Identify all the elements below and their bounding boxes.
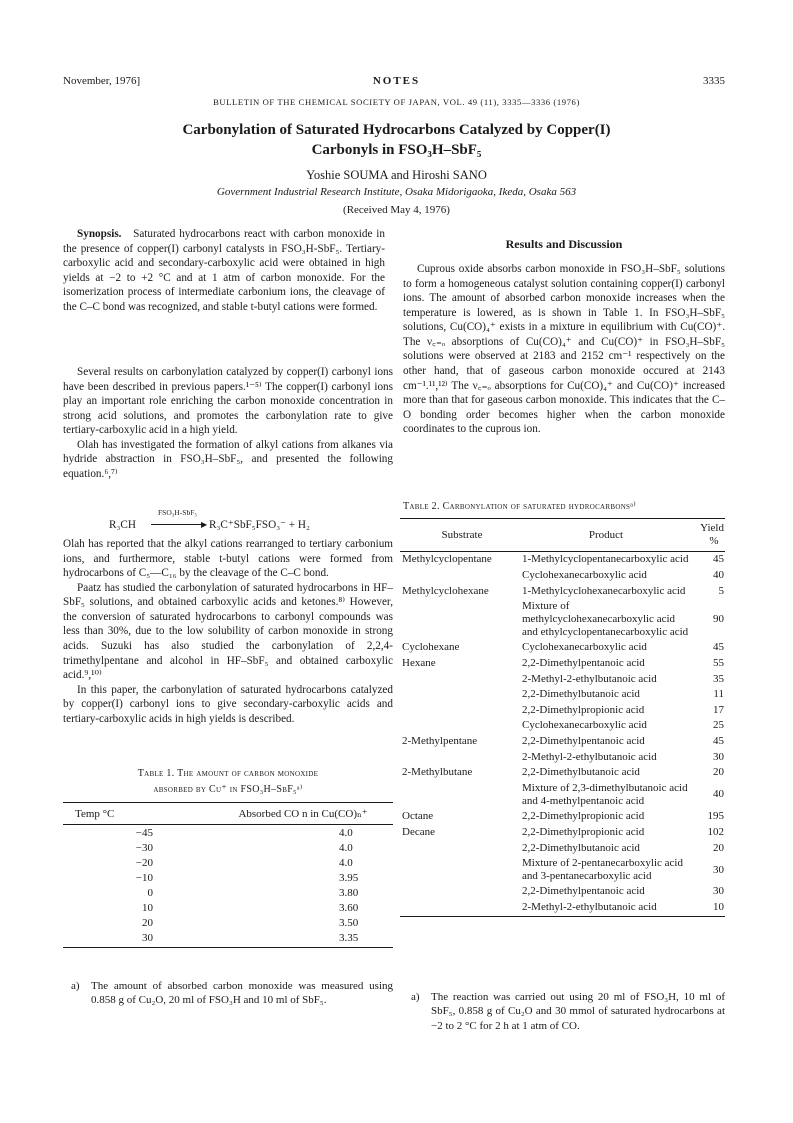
introduction-continued bbox=[63, 537, 393, 726]
substrate-cell: Octane bbox=[402, 810, 434, 823]
received-date: (Received May 4, 1976) bbox=[343, 204, 450, 216]
table-row bbox=[400, 552, 725, 568]
table-row bbox=[63, 825, 393, 841]
table-row bbox=[63, 915, 393, 930]
yield-cell: 90 bbox=[713, 612, 724, 625]
results-paragraph-1: Cuprous oxide absorbs carbon monoxide in FSO₃H–SbF₅ solutions to form a homogeneous catalyst solution containing copper(I) carbonyl ions. The amount of absorbed carbon monoxide increases when the temperature is lowered, as is shown in Table 1. In FSO₃H–SbF₅ solutions, Cu(CO)₄⁺ exists in a mixture in equilibrium with Cu(CO)⁺. The ν꜀₌ₒ absorptions of Cu(CO)₄⁺ and Cu(CO)⁺ in FSO₃H–SbF₅ solutions were observed at 2183 and 2152 cm⁻¹ respectively on the other hand, that of gaseous carbon monoxide occured at 2143 cm⁻¹.¹¹,¹²⁾ The ν꜀₌ₒ absorptions for Cu(CO)₄⁺ and Cu(CO)⁺ increased more than that for gaseous carbon monoxide. This indicates that the C–O bonding order becomes higher when the carbon monoxide coordinates to the cuprous ion. bbox=[403, 263, 725, 436]
yield-cell: 10 bbox=[694, 900, 725, 916]
table-1-footnote-mark: a) bbox=[71, 980, 80, 992]
table-row bbox=[63, 840, 393, 855]
table-2-footnote bbox=[403, 990, 725, 1033]
substrate-cell: Hexane bbox=[402, 656, 436, 669]
table-1-header-temp: Temp °C bbox=[63, 803, 213, 825]
table-1-footnote-text: The amount of absorbed carbon monoxide was measured using 0.858 g of Cu₂O, 20 ml of FSO₃H and 10 ml of SbF₅. bbox=[91, 980, 393, 1007]
table-row bbox=[63, 870, 393, 885]
title-line-2: Carbonyls in FSO₃H–SbF₅ bbox=[311, 141, 482, 158]
yield-cell: 11 bbox=[713, 688, 724, 701]
intro-paragraph-3: Olah has reported that the alkyl cations rearranged to tertiary carbonium ions, and furthermore, stable t-butyl cations were formed from hydrocarbons of C₅—C₁₆ by the cleavage of the C–C bond. bbox=[63, 538, 393, 580]
yield-cell: 55 bbox=[713, 656, 724, 669]
product-cell: 2,2-Dimethylpentanoic acid bbox=[522, 885, 645, 898]
intro-paragraph-5: In this paper, the carbonylation of saturated hydrocarbons catalyzed by copper(I) carbonyl ions to give secondary-carboxylic acids and tertiary-carboxylic acids in high yields is described. bbox=[63, 683, 393, 725]
table-2-header-yield-line-2: % bbox=[709, 535, 719, 548]
synopsis-label: Synopsis. bbox=[77, 228, 122, 240]
yield-cell: 40 bbox=[713, 569, 724, 582]
substrate-cell bbox=[400, 599, 522, 640]
yield-cell: 30 bbox=[713, 750, 724, 763]
table-row bbox=[400, 750, 725, 766]
equation-rhs: R₃C⁺SbF₅FSO₃⁻ + H₂ bbox=[209, 519, 310, 531]
temp-cell: 0 bbox=[147, 886, 153, 899]
title-line-1: Carbonylation of Saturated Hydrocarbons Catalyzed by Copper(I) bbox=[182, 122, 611, 138]
substrate-cell bbox=[400, 672, 522, 688]
product-cell: Mixture of 2-pentanecarboxylic acid and 3-pentanecarboxylic acid bbox=[522, 857, 683, 882]
results-text bbox=[403, 262, 725, 437]
yield-cell: 45 bbox=[713, 641, 724, 654]
page-number: 3335 bbox=[703, 75, 725, 87]
product-cell: 1-Methylcyclohexanecarboxylic acid bbox=[522, 584, 686, 597]
co-cell: 4.0 bbox=[339, 826, 353, 839]
product-cell: Mixture of 2,3-dimethylbutanoic acid and 4-methylpentanoic acid bbox=[522, 781, 688, 807]
table-row bbox=[400, 841, 725, 857]
table-row bbox=[63, 855, 393, 870]
product-cell: 2,2-Dimethylbutanoic acid bbox=[522, 766, 640, 779]
yield-cell: 20 bbox=[713, 766, 724, 779]
table-1-caption bbox=[63, 766, 393, 797]
yield-cell: 5 bbox=[718, 584, 724, 597]
running-header-date: November, 1976] bbox=[63, 75, 141, 87]
temp-cell: 20 bbox=[142, 916, 153, 929]
substrate-cell bbox=[400, 750, 522, 766]
table-row bbox=[63, 900, 393, 915]
table-row bbox=[400, 884, 725, 900]
section-heading-results: Results and Discussion bbox=[505, 237, 623, 251]
substrate-cell bbox=[400, 687, 522, 703]
yield-cell: 195 bbox=[707, 810, 724, 823]
product-cell: 2-Methyl-2-ethylbutanoic acid bbox=[522, 900, 694, 916]
substrate-cell bbox=[400, 856, 522, 884]
product-cell: Cyclohexanecarboxylic acid bbox=[522, 569, 647, 582]
product-cell: 2,2-Dimethylpropionic acid bbox=[522, 703, 645, 716]
co-cell: 3.50 bbox=[339, 916, 359, 929]
yield-cell: 30 bbox=[713, 863, 724, 876]
product-cell: Cyclohexanecarboxylic acid bbox=[522, 641, 647, 654]
equation-lhs: R₃CH bbox=[109, 519, 136, 531]
affiliation: Government Industrial Research Institute, Osaka Midorigaoka, Ikeda, Osaka 563 bbox=[216, 186, 577, 198]
co-cell: 3.35 bbox=[213, 930, 393, 948]
yield-cell: 45 bbox=[713, 553, 724, 566]
product-cell: 1-Methylcyclopentanecarboxylic acid bbox=[522, 553, 689, 566]
reaction-arrow-icon bbox=[151, 524, 205, 525]
substrate-cell: Methylcyclopentane bbox=[402, 553, 492, 566]
yield-cell: 20 bbox=[713, 841, 724, 854]
table-row bbox=[400, 599, 725, 640]
co-cell: 3.95 bbox=[339, 871, 359, 884]
product-cell: Mixture of methylcyclohexanecarboxylic acid and ethylcyclopentanecarboxylic acid bbox=[522, 600, 689, 638]
product-cell: 2-Methyl-2-ethylbutanoic acid bbox=[522, 672, 657, 685]
product-cell: 2,2-Dimethylbutanoic acid bbox=[522, 688, 640, 701]
table-2-header-yield bbox=[694, 519, 725, 552]
co-cell: 4.0 bbox=[339, 856, 353, 869]
product-cell: 2,2-Dimethylpentanoic acid bbox=[522, 735, 645, 748]
table-1-footnote bbox=[63, 979, 393, 1008]
substrate-cell: 2-Methylbutane bbox=[402, 766, 473, 779]
journal-citation: BULLETIN OF THE CHEMICAL SOCIETY OF JAPAN, VOL. 49 (11), 3335—3336 (1976) bbox=[213, 97, 580, 107]
table-row bbox=[400, 825, 725, 841]
yield-cell: 102 bbox=[707, 825, 724, 838]
substrate-cell: 2-Methylpentane bbox=[402, 735, 478, 748]
equation bbox=[63, 508, 393, 534]
authors: Yoshie SOUMA and Hiroshi SANO bbox=[306, 168, 487, 182]
table-row bbox=[400, 734, 725, 750]
co-cell: 3.60 bbox=[339, 901, 359, 914]
substrate-cell bbox=[400, 900, 522, 916]
product-cell: 2,2-Dimethylpropionic acid bbox=[522, 825, 645, 838]
intro-paragraph-4: Paatz has studied the carbonylation of saturated hydrocarbons in HF–SbF₅ solutions, and obtained carboxylic acids and ketones.⁸⁾ However, the conversion of saturated hydrocarbons to carbonyl compounds was less than 30%, due to the low solubility of carbon monoxide in strong acids. Suzuki has also studied the carbonylation of 2,2,4-trimethylpentane and alcohol in HF–SbF₅ and obtained carboxylic acid.⁹,¹⁰⁾ bbox=[63, 581, 393, 682]
substrate-cell: Decane bbox=[402, 825, 435, 838]
yield-cell: 40 bbox=[713, 788, 724, 801]
table-2-header-yield-line-1: Yield bbox=[700, 522, 724, 534]
substrate-cell: Cyclohexane bbox=[402, 641, 460, 654]
table-2-caption: Table 2. Carbonylation of saturated hydrocarbonsᵃ⁾ bbox=[403, 501, 637, 512]
table-row bbox=[400, 672, 725, 688]
temp-cell: −45 bbox=[135, 826, 153, 839]
yield-cell: 25 bbox=[713, 719, 724, 732]
table-row bbox=[400, 781, 725, 809]
table-2 bbox=[400, 518, 725, 917]
table-row bbox=[400, 809, 725, 825]
running-header-section: NOTES bbox=[372, 75, 421, 87]
table-row bbox=[400, 900, 725, 916]
table-2-header-substrate: Substrate bbox=[400, 519, 522, 552]
table-row bbox=[400, 568, 725, 584]
table-1-caption-line-2: absorbed by Cu⁺ in FSO₃H–SbF₅ᵃ⁾ bbox=[153, 783, 303, 795]
intro-paragraph-2: Olah has investigated the formation of alkyl cations from alkanes via hydride abstraction in FSO₃H–SbF₅, and presented the following equation.⁶,⁷⁾ bbox=[63, 438, 393, 480]
yield-cell: 30 bbox=[713, 885, 724, 898]
table-row bbox=[400, 718, 725, 734]
yield-cell: 35 bbox=[713, 672, 724, 685]
arrowhead-icon: ▶ bbox=[201, 520, 208, 529]
table-2-footnote-mark: a) bbox=[411, 991, 420, 1003]
table-row bbox=[400, 584, 725, 600]
table-row bbox=[400, 640, 725, 656]
substrate-cell bbox=[400, 703, 522, 719]
yield-cell: 17 bbox=[713, 703, 724, 716]
temp-cell: 10 bbox=[142, 901, 153, 914]
substrate-cell: Methylcyclohexane bbox=[402, 584, 489, 597]
table-row bbox=[400, 856, 725, 884]
equation-reagent: FSO₃H-SbF₅ bbox=[158, 508, 197, 517]
product-cell: 2,2-Dimethylbutanoic acid bbox=[522, 841, 640, 854]
temp-cell: 30 bbox=[63, 930, 213, 948]
table-row bbox=[400, 656, 725, 672]
substrate-cell bbox=[400, 568, 522, 584]
table-row bbox=[400, 703, 725, 719]
co-cell: 4.0 bbox=[339, 841, 353, 854]
table-row bbox=[400, 765, 725, 781]
product-cell: 2-Methyl-2-ethylbutanoic acid bbox=[522, 750, 657, 763]
temp-cell: −10 bbox=[135, 871, 153, 884]
table-1 bbox=[63, 802, 393, 948]
introduction bbox=[63, 365, 393, 482]
product-cell: 2,2-Dimethylpentanoic acid bbox=[522, 656, 645, 669]
article-title bbox=[80, 121, 713, 160]
yield-cell: 45 bbox=[713, 735, 724, 748]
table-row bbox=[400, 687, 725, 703]
intro-paragraph-1: Several results on carbonylation catalyzed by copper(I) carbonyl ions have been described in previous papers.¹⁻⁵⁾ The copper(I) carbonyl ions play an important role enriching the carbon monoxide concentration in strong acid solutions, and promotes the carbonylation rate to give tertiary-carboxylic acid in a high yield. bbox=[63, 366, 393, 437]
product-cell: Cyclohexanecarboxylic acid bbox=[522, 719, 647, 732]
table-2-footnote-text: The reaction was carried out using 20 ml of FSO₃H, 10 ml of SbF₅, 0.858 g of Cu₂O and 30 mmol of saturated hydrocarbons at −2 to 2 °C for 2 h at 1 atm of CO. bbox=[431, 991, 725, 1032]
substrate-cell bbox=[400, 781, 522, 809]
substrate-cell bbox=[400, 841, 522, 857]
substrate-cell bbox=[400, 718, 522, 734]
table-2-header-product: Product bbox=[522, 519, 694, 552]
table-1-caption-line-1: Table 1. The amount of carbon monoxide bbox=[137, 768, 319, 779]
synopsis bbox=[63, 227, 385, 314]
product-cell: 2,2-Dimethylpropionic acid bbox=[522, 810, 645, 823]
temp-cell: −20 bbox=[135, 856, 153, 869]
table-row bbox=[63, 885, 393, 900]
co-cell: 3.80 bbox=[339, 886, 359, 899]
substrate-cell bbox=[400, 884, 522, 900]
temp-cell: −30 bbox=[135, 841, 153, 854]
synopsis-text: Saturated hydrocarbons react with carbon monoxide in the presence of copper(I) carbonyl catalysts in FSO₃H-SbF₅. Tertiary-carboxylic acid and secondary-carboxylic acid were obtained in high yields at −2 to +2 °C and at 1 atm of carbon monoxide. For the isomerization process of intermediate carbonium ions, the cleavage of the C–C bond was recognized, and stable t-butyl cations were formed. bbox=[63, 228, 385, 313]
table-1-header-co: Absorbed CO n in Cu(CO)ₙ⁺ bbox=[213, 803, 393, 825]
table-row bbox=[63, 930, 393, 948]
